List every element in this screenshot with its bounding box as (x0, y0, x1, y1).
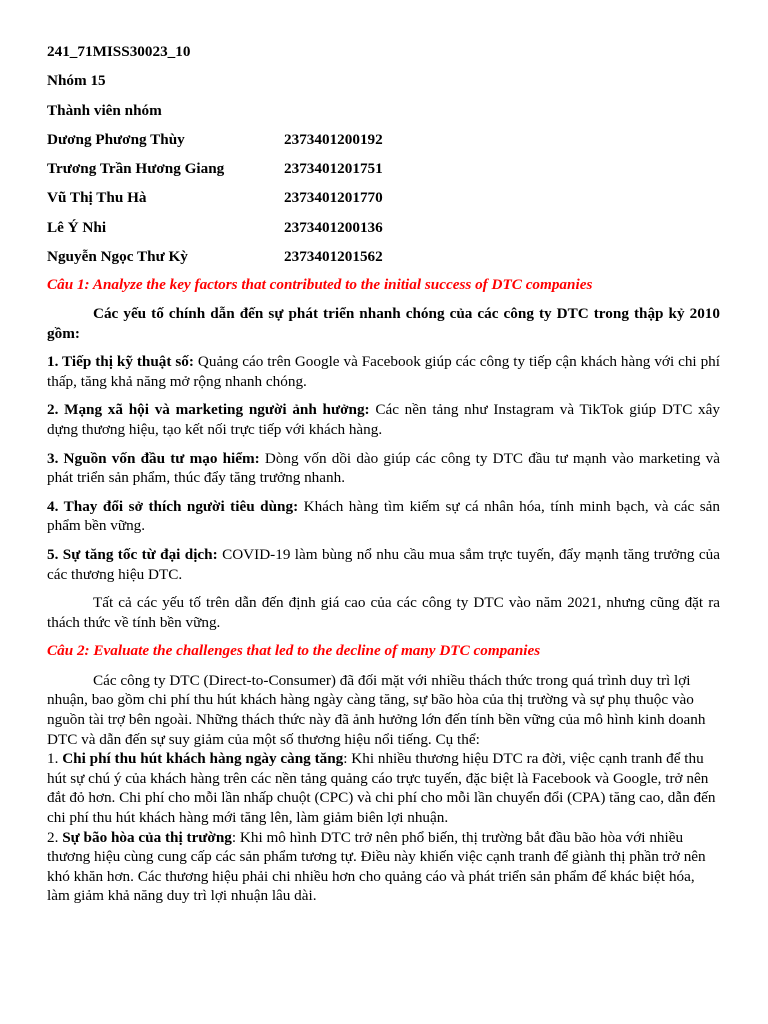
member-id: 2373401201751 (284, 160, 383, 178)
challenge-number: 2. (47, 828, 63, 846)
member-id: 2373401201562 (284, 248, 383, 266)
challenge-item (47, 749, 720, 827)
challenge-text: : Khi mô hình DTC trở nên phổ biến, thị trường bắt đầu bão hòa với nhiều thương hiệu cùng cung cấp các sản phẩm tương tự. Điều này khiến việc cạnh tranh để giành thị phần trở nên khó khăn hơn. Các thương hiệu phải chi nhiều hơn cho quảng cáo và phát triển sản phẩm để khác biệt hóa, làm giảm khả năng duy trì lợi nhuận lâu dài. (47, 828, 706, 905)
member-name: Trương Trần Hương Giang (47, 160, 225, 178)
question-1-intro: Các yếu tố chính dẫn đến sự phát triển nhanh chóng của các công ty DTC trong thập kỷ 2010 gồm: (47, 304, 720, 342)
member-name: Lê Ý Nhi (47, 218, 107, 236)
members-title: Thành viên nhóm (47, 101, 162, 119)
challenge-text: : Khi nhiều thương hiệu DTC ra đời, việc cạnh tranh để thu hút sự chú ý của khách hàng trên các nền tảng quảng cáo trực tuyến, đặc biệt là Facebook và Google, trở nên đắt đỏ hơn. Chi phí cho mỗi lần nhấp chuột (CPC) và chi phí cho mỗi lần chuyển đổi (CPA) tăng cao, dẫn đến chi phí thu hút khách hàng mới tăng lên, làm giảm biên lợi nhuận. (47, 750, 716, 827)
challenge-number: 1. (47, 750, 63, 768)
factor-text: Quảng cáo trên Google và Facebook giúp các công ty tiếp cận khách hàng với chi phí thấp, tăng khả năng mở rộng nhanh chóng. (47, 353, 720, 390)
member-name: Vũ Thị Thu Hà (47, 189, 147, 207)
member-row (47, 128, 720, 157)
factor-text: Dòng vốn dồi dào giúp các công ty DTC đầu tư mạnh vào marketing và phát triển sản phẩm, thúc đẩy tăng trưởng nhanh. (47, 449, 720, 487)
factor-item (47, 352, 720, 391)
member-id: 2373401200136 (284, 218, 383, 236)
member-row (47, 157, 720, 186)
factor-label: 2. Mạng xã hội và marketing người ảnh hưởng: (47, 401, 370, 419)
factor-label: 3. Nguồn vốn đầu tư mạo hiểm: (47, 449, 260, 467)
document-page (47, 40, 720, 906)
member-name: Nguyễn Ngọc Thư Kỳ (47, 248, 188, 266)
member-row (47, 216, 720, 245)
challenge-label: Chi phí thu hút khách hàng ngày càng tăng (62, 750, 344, 768)
member-row (47, 245, 720, 274)
course-code: 241_71MISS30023_10 (47, 43, 191, 60)
factor-item (47, 400, 720, 439)
factor-text: COVID-19 làm bùng nổ nhu cầu mua sắm trực tuyến, đẩy mạnh tăng trưởng của các thương hiệu DTC. (47, 545, 720, 583)
question-1-title: Câu 1: Analyze the key factors that contributed to the initial success of DTC companies (47, 276, 593, 294)
member-id: 2373401201770 (284, 189, 383, 207)
challenge-item (47, 828, 720, 906)
question-2-intro: Các công ty DTC (Direct-to-Consumer) đã đối mặt với nhiều thách thức trong quá trình duy trì lợi nhuận, bao gồm chi phí thu hút khách hàng ngày càng tăng, sự bão hòa của thị trường và sự phụ thuộc vào nguồn tài trợ bên ngoài. Những thách thức này đã ảnh hưởng lớn đến tính bền vững của mô hình kinh doanh DTC và dẫn đến sự suy giảm của một số thương hiệu nổi tiếng. Cụ thể: (47, 671, 706, 748)
factor-text: Các nền tảng như Instagram và TikTok giúp DTC xây dựng thương hiệu, tạo kết nối trực tiếp với khách hàng. (47, 401, 720, 438)
factor-label: 1. Tiếp thị kỹ thuật số: (47, 353, 194, 371)
factor-label: 5. Sự tăng tốc từ đại dịch: (47, 545, 218, 563)
question-2-title: Câu 2: Evaluate the challenges that led to the decline of many DTC companies (47, 642, 541, 660)
factor-label: 4. Thay đổi sở thích người tiêu dùng: (47, 497, 299, 515)
factor-text: Khách hàng tìm kiếm sự cá nhân hóa, tính minh bạch, và các sản phẩm bền vững. (47, 497, 720, 535)
challenge-label: Sự bão hòa của thị trường (62, 828, 232, 846)
factor-item (47, 545, 720, 584)
group-name: Nhóm 15 (47, 72, 106, 90)
factor-item (47, 449, 720, 488)
member-name: Dương Phương Thùy (47, 130, 185, 148)
factor-item (47, 497, 720, 536)
member-row (47, 186, 720, 215)
member-id: 2373401200192 (284, 130, 383, 148)
question-1-conclusion: Tất cả các yếu tố trên dẫn đến định giá cao của các công ty DTC vào năm 2021, nhưng cũng đặt ra thách thức về tính bền vững. (47, 594, 720, 631)
